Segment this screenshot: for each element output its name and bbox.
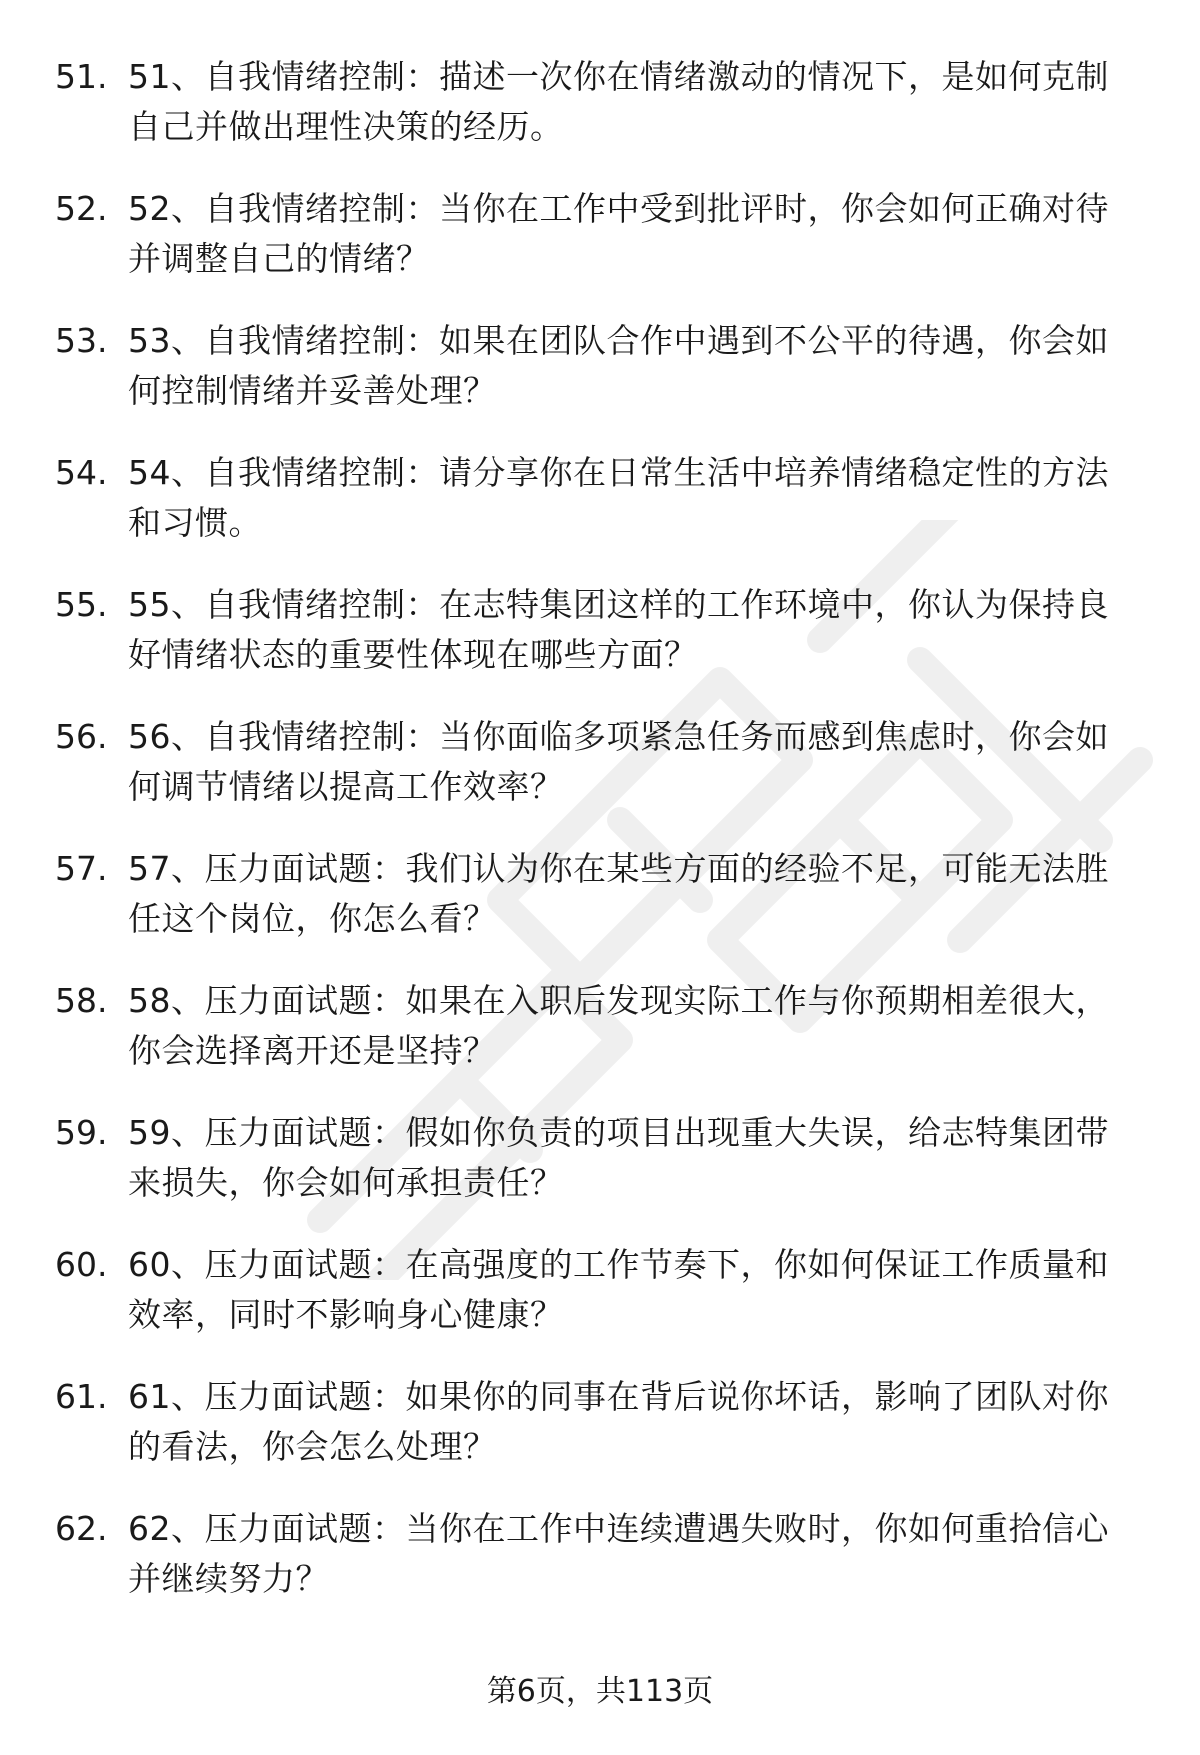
item-text: 51、自我情绪控制：描述一次你在情绪激动的情况下，是如何克制自己并做出理性决策的经历。 xyxy=(128,57,1109,146)
list-item xyxy=(0,1504,1200,1636)
item-text: 59、压力面试题：假如你负责的项目出现重大失误，给志特集团带来损失，你会如何承担责任？ xyxy=(128,1113,1109,1202)
list-item xyxy=(0,52,1200,184)
item-text: 58、压力面试题：如果在入职后发现实际工作与你预期相差很大，你会选择离开还是坚持？ xyxy=(128,981,1109,1070)
item-number: 60. xyxy=(55,1245,108,1284)
list-item xyxy=(0,1240,1200,1372)
list-item xyxy=(0,844,1200,976)
list-item xyxy=(0,1372,1200,1504)
list-item xyxy=(0,316,1200,448)
item-number: 62. xyxy=(55,1509,108,1548)
item-text: 52、自我情绪控制：当你在工作中受到批评时，你会如何正确对待并调整自己的情绪？ xyxy=(128,189,1109,278)
item-text: 61、压力面试题：如果你的同事在背后说你坏话，影响了团队对你的看法，你会怎么处理？ xyxy=(128,1377,1109,1466)
item-text: 60、压力面试题：在高强度的工作节奏下，你如何保证工作质量和效率，同时不影响身心健康？ xyxy=(128,1245,1109,1334)
item-number: 61. xyxy=(55,1377,108,1416)
list-item xyxy=(0,580,1200,712)
page-footer: 第6页，共113页 xyxy=(486,1674,714,1709)
item-number: 51. xyxy=(55,57,108,96)
item-number: 59. xyxy=(55,1113,108,1152)
item-text: 53、自我情绪控制：如果在团队合作中遇到不公平的待遇，你会如何控制情绪并妥善处理？ xyxy=(128,321,1109,410)
item-number: 52. xyxy=(55,189,108,228)
item-text: 56、自我情绪控制：当你面临多项紧急任务而感到焦虑时，你会如何调节情绪以提高工作效率？ xyxy=(128,717,1109,806)
list-item xyxy=(0,184,1200,316)
item-text: 57、压力面试题：我们认为你在某些方面的经验不足，可能无法胜任这个岗位，你怎么看？ xyxy=(128,849,1109,938)
item-text: 55、自我情绪控制：在志特集团这样的工作环境中，你认为保持良好情绪状态的重要性体现在哪些方面？ xyxy=(128,585,1109,674)
list-item xyxy=(0,1108,1200,1240)
item-number: 58. xyxy=(55,981,108,1020)
list-item xyxy=(0,712,1200,844)
item-number: 53. xyxy=(55,321,108,360)
list-item xyxy=(0,448,1200,580)
list-item xyxy=(0,976,1200,1108)
item-text: 62、压力面试题：当你在工作中连续遭遇失败时，你如何重拾信心并继续努力？ xyxy=(128,1509,1109,1598)
item-number: 57. xyxy=(55,849,108,888)
question-list xyxy=(0,52,1200,1636)
item-number: 55. xyxy=(55,585,108,624)
item-text: 54、自我情绪控制：请分享你在日常生活中培养情绪稳定性的方法和习惯。 xyxy=(128,453,1109,542)
item-number: 56. xyxy=(55,717,108,756)
item-number: 54. xyxy=(55,453,108,492)
